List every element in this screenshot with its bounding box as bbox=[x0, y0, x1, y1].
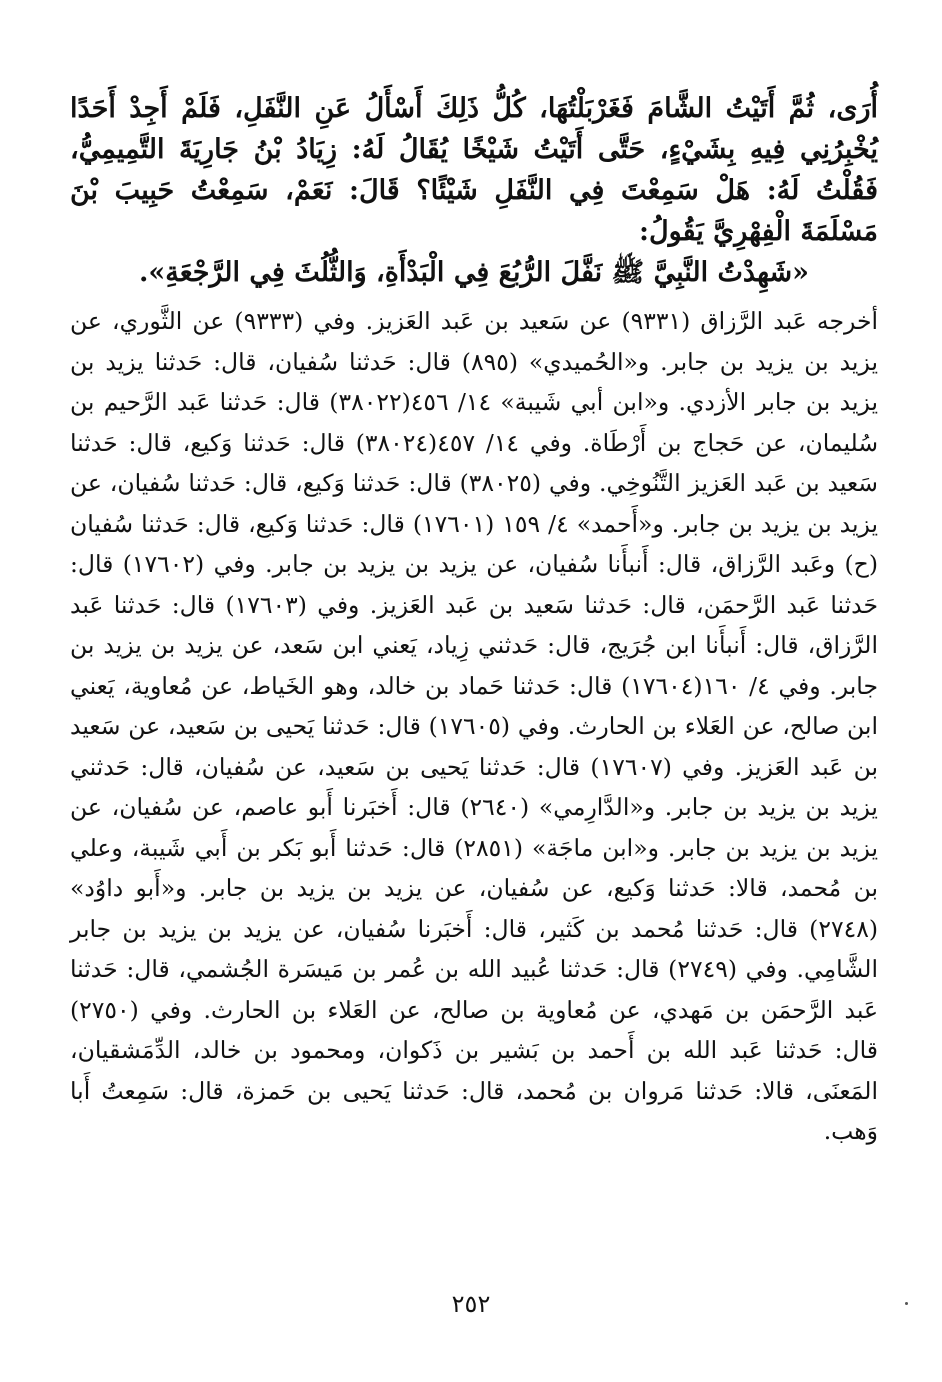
hadith-text-block bbox=[70, 88, 878, 293]
hadith-prophetic-quote: «شَهِدْتُ النَّبِيَّ ﷺ نَفَّلَ الرُّبُعَ فِي الْبَدْأَةِ، وَالثُّلُثَ فِي الرَّجْعَةِ». bbox=[138, 257, 810, 288]
scan-speck bbox=[905, 1302, 908, 1305]
hadith-narration: أُرَى، ثُمَّ أَتَيْتُ الشَّامَ فَغَرْبَلْتُهَا، كُلُّ ذَلِكَ أَسْأَلُ عَنِ النَّفَلِ، فَلَمْ أَجِدْ أَحَدًا يُخْبِرُنِي فِيهِ بِشَيْءٍ، حَتَّى أَتَيْتُ شَيْخًا يُقَالُ لَهُ: زِيَادُ بْنُ جَارِيَةَ التَّمِيمِيُّ، فَقُلْتُ لَهُ: هَلْ سَمِعْتَ فِي النَّفَلِ شَيْئًا؟ قَالَ: نَعَمْ، سَمِعْتُ حَبِيبَ بْنَ مَسْلَمَةَ الْفِهْرِيَّ يَقُولُ: bbox=[70, 93, 878, 247]
takhrij-commentary-block bbox=[70, 301, 878, 1152]
takhrij-paragraph: أخرجه عَبد الرَّزاق (٩٣٣١) عن سَعيد بن عَبد العَزيز. وفي (٩٣٣٣) عن الثَّوري، عن يزيد بن يزيد بن جابر. و«الحُميدي» (٨٩٥) قال: حَدثنا سُفيان، قال: حَدثنا يزيد بن يزيد بن جابر الأزدي. و«ابن أبي شَيبة» ١٤/ ٤٥٦(٣٨٠٢٢) قال: حَدثنا عَبد الرَّحيم بن سُليمان، عن حَجاج بن أَرْطَاة. وفي ١٤/ ٤٥٧(٣٨٠٢٤) قال: حَدثنا وَكيع، قال: حَدثنا سَعيد بن عَبد العَزيز التَّنُوخِي. وفي (٣٨٠٢٥) قال: حَدثنا وَكيع، قال: حَدثنا سُفيان، عن يزيد بن يزيد بن جابر. و«أَحمد» ٤/ ١٥٩ (١٧٦٠١) قال: حَدثنا وَكيع، قال: حَدثنا سُفيان (ح) وعَبد الرَّزاق، قال: أَنبأَنا سُفيان، عن يزيد بن يزيد بن جابر. وفي (١٧٦٠٢) قال: حَدثنا عَبد الرَّحمَن، قال: حَدثنا سَعيد بن عَبد العَزيز. وفي (١٧٦٠٣) قال: حَدثنا عَبد الرَّزاق، قال: أَنبأَنا ابن جُرَيج، قال: حَدثني زِياد، يَعني ابن سَعد، عن يزيد بن يزيد بن جابر. وفي ٤/ ١٦٠(١٧٦٠٤) قال: حَدثنا حَماد بن خالد، وهو الخَياط، عن مُعاوية، يَعني ابن صالح، عن العَلاء بن الحارث. وفي (١٧٦٠٥) قال: حَدثنا يَحيى بن سَعيد، عن سَعيد بن عَبد العَزيز. وفي (١٧٦٠٧) قال: حَدثنا يَحيى بن سَعيد، عن سُفيان، قال: حَدثني يزيد بن يزيد بن جابر. و«الدَّارِمي» (٢٦٤٠) قال: أَخبَرنا أَبو عاصم، عن سُفيان، عن يزيد بن يزيد بن جابر. و«ابن ماجَة» (٢٨٥١) قال: حَدثنا أَبو بَكر بن أَبي شَيبة، وعلي بن مُحمد، قالا: حَدثنا وَكيع، عن سُفيان، عن يزيد بن يزيد بن جابر. و«أَبو داوُد» (٢٧٤٨) قال: حَدثنا مُحمد بن كَثير، قال: أَخبَرنا سُفيان، عن يزيد بن يزيد بن جابر الشَّامِي. وفي (٢٧٤٩) قال: حَدثنا عُبيد الله بن عُمر بن مَيسَرة الجُشمي، قال: حَدثنا عَبد الرَّحمَن بن مَهدي، عن مُعاوية بن صالح، عن العَلاء بن الحارث. وفي (٢٧٥٠) قال: حَدثنا عَبد الله بن أَحمد بن بَشير بن ذَكوان، ومحمود بن خالد، الدِّمَشقيان، المَعنَى، قالا: حَدثنا مَروان بن مُحمد، قال: حَدثنا يَحيى بن حَمزة، قال: سَمِعتُ أَبا وَهب. bbox=[70, 307, 879, 1145]
page-body bbox=[70, 88, 878, 1152]
page-number: ٢٥٢ bbox=[451, 1290, 491, 1318]
